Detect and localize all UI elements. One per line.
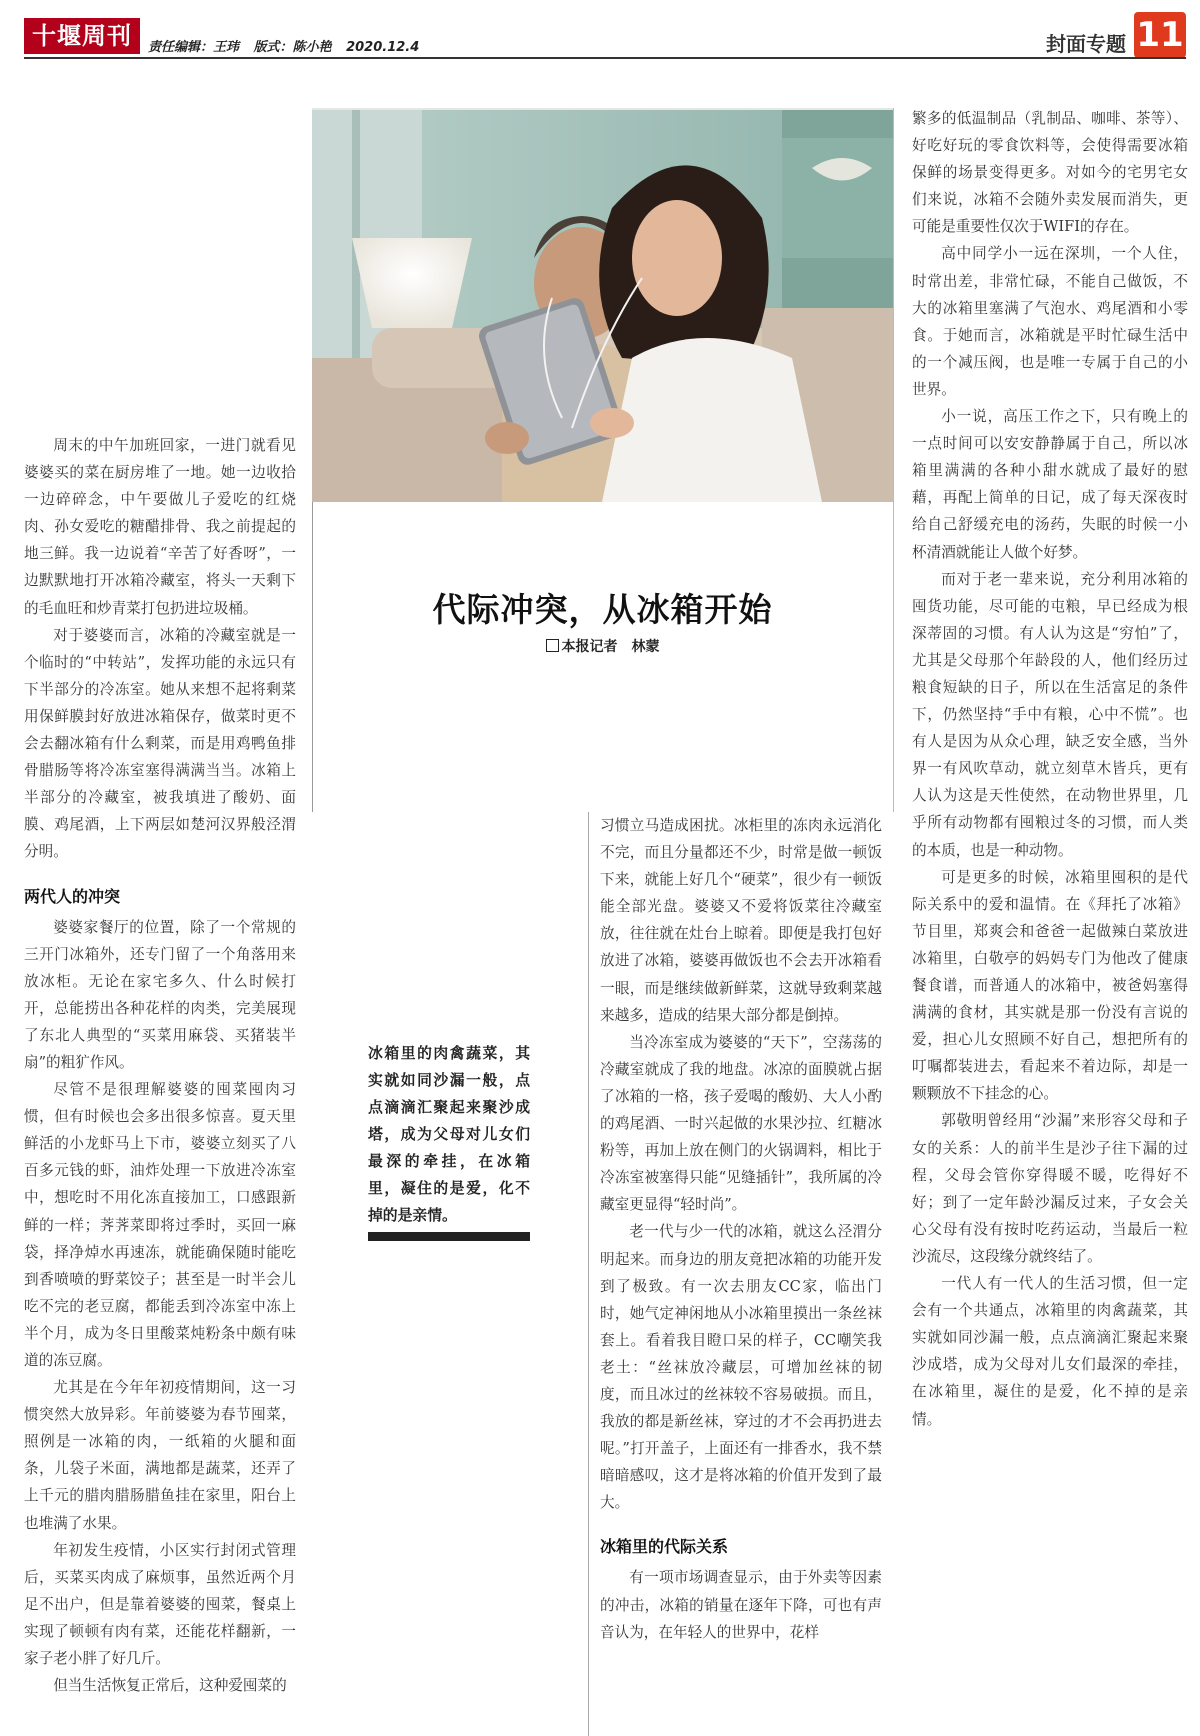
pull-quote: 冰箱里的肉禽蔬菜，其实就如同沙漏一般，点点滴滴汇聚起来聚沙成塔，成为父母对儿女们最深的牵挂，在冰箱里，凝住的是爱，化不掉的是亲情。 [368, 1045, 530, 1224]
title-box-right-rule [893, 108, 894, 812]
paragraph: 婆婆家餐厅的位置，除了一个常规的三开门冰箱外，还专门留了一个角落用来放冰柜。无论在家宅多久、什么时候打开，总能捞出各种花样的肉类，完美展现了东北人典型的“买菜用麻袋、买猪装半扇”的粗犷作风。 [24, 918, 296, 1071]
issue-date: 2020.12.4 [346, 40, 420, 55]
paragraph: 一代人有一代人的生活习惯，但一定会有一个共通点，冰箱里的肉禽蔬菜，其实就如同沙漏一般，点点滴滴汇聚起来聚沙成塔，成为父母对儿女们最深的牵挂，在冰箱里，凝住的是爱，化不掉的是亲情。 [912, 1275, 1188, 1428]
title-box-left-rule [312, 502, 313, 812]
page-header [0, 0, 1200, 70]
layout-credit: 版式：陈小艳 [253, 40, 332, 55]
editor-credits [148, 36, 429, 55]
paragraph: 可是更多的时候，冰箱里囤积的是代际关系中的爱和温情。在《拜托了冰箱》节目里，郑爽会和爸爸一起做辣白菜放进冰箱里，白敬亭的妈妈专门为他改了健康餐食谱，而普通人的冰箱中，被爸妈塞得满满的食材，其实就是那一份没有言说的爱，担心儿女照顾不好自己，想把所有的叮嘱都装进去，看起来不着边际，却是一颗颗放不下挂念的心。 [912, 868, 1188, 1103]
paragraph: 有一项市场调查显示，由于外卖等因素的冲击，冰箱的销量在逐年下降，可也有声音认为，在年轻人的世界中，花样 [600, 1569, 882, 1641]
section-heading: 冰箱里的代际关系 [600, 1537, 729, 1557]
page-number-badge: 11 [1134, 12, 1186, 58]
column-4 [912, 105, 1188, 1433]
paragraph: 而对于老一辈来说，充分利用冰箱的囤货功能，尽可能的屯粮，早已经成为根深蒂固的习惯。有人认为这是“穷怕”了，尤其是父母那个年龄段的人，他们经历过粮食短缺的日子，所以在生活富足的条件下，仍然坚持“手中有粮，心中不慌”。也有人是因为从众心理，缺乏安全感，当外界一有风吹草动，就立刻草木皆兵，更有人认为这是天性使然，在动物世界里，几乎所有动物都有囤粮过冬的习惯，而人类的本质，也是一种动物。 [912, 570, 1188, 859]
paragraph: 年初发生疫情，小区实行封闭式管理后，买菜买肉成了麻烦事，虽然近两个月足不出户，但是靠着婆婆的囤菜，餐桌上实现了顿顿有肉有菜，还能花样翻新，一家子老小胖了好几斤。 [24, 1541, 296, 1668]
paragraph: 但当生活恢复正常后，这种爱囤菜的 [53, 1677, 287, 1695]
paragraph: 习惯立马造成困扰。冰柜里的冻肉永远消化不完，而且分量都还不少，时常是做一顿饭下来，就能上好几个“硬菜”，很少有一顿饭能全部光盘。婆婆又不爱将饭菜往冷藏室放，往往就在灶台上晾着。即便是我打包好放进了冰箱，婆婆再做饭也不会去开冰箱看一眼，而是继续做新鲜菜，这就导致剩菜越来越多，造成的结果大部分都是倒掉。 [600, 817, 882, 1024]
paragraph: 繁多的低温制品（乳制品、咖啡、茶等）、好吃好玩的零食饮料等，会使得需要冰箱保鲜的场景变得更多。对如今的宅男宅女们来说，冰箱不会随外卖发展而消失，更可能是重要性仅次于WIFI的存在。 [912, 110, 1188, 236]
paragraph: 小一说，高压工作之下，只有晚上的一点时间可以安安静静属于自己，所以冰箱里满满的各种小甜水就成了最好的慰藉，再配上简单的日记，成了每天深夜时给自己舒缓充电的汤药，失眠的时候一小杯清酒就能让人做个好梦。 [912, 408, 1188, 561]
paragraph: 高中同学小一远在深圳，一个人住，时常出差，非常忙碌，不能自己做饭，不大的冰箱里塞满了气泡水、鸡尾酒和小零食。于她而言，冰箱就是平时忙碌生活中的一个减压阀，也是唯一专属于自己的小世界。 [912, 245, 1188, 398]
byline-text: 本报记者 林蒙 [561, 639, 660, 655]
pull-quote-bar [368, 1232, 530, 1241]
column-1 [24, 432, 296, 1699]
photo-frame [312, 108, 893, 502]
byline-box-icon [546, 639, 559, 652]
section-label: 封面专题 [1046, 32, 1126, 56]
editor-name: 责任编辑：王玮 [148, 40, 240, 55]
paragraph: 周末的中午加班回家，一进门就看见婆婆买的菜在厨房堆了一地。她一边收拾一边碎碎念，中午要做儿子爱吃的红烧肉、孙女爱吃的糖醋排骨、我之前提起的地三鲜。我一边说着“辛苦了好香呀”，一边默默地打开冰箱冷藏室，将头一天剩下的毛血旺和炒青菜打包扔进垃圾桶。 [24, 437, 296, 617]
section-heading: 两代人的冲突 [24, 886, 121, 906]
paragraph: 当冷冻室成为婆婆的“天下”，空荡荡的冷藏室就成了我的地盘。冰凉的面膜就占据了冰箱的一格，孩子爱喝的酸奶、大人小酌的鸡尾酒、一时兴起做的水果沙拉、红糖冰粉等，再加上放在侧门的火锅调料，相比于冷冻室被塞得只能“见缝插针”，我所属的冷藏室更显得“轻时尚”。 [600, 1033, 882, 1214]
paragraph: 尽管不是很理解婆婆的囤菜囤肉习惯，但有时候也会多出很多惊喜。夏天里鲜活的小龙虾马上下市，婆婆立刻买了八百多元钱的虾，油炸处理一下放进冷冻室中，想吃时不用化冻直接加工，口感跟新鲜的一样；荠荠菜即将过季时，买回一麻袋，择净焯水再速冻，就能确保随时能吃到香喷喷的野菜饺子；甚至是一时半会儿吃不完的老豆腐，都能丢到冷冻室中冻上半个月，成为冬日里酸菜炖粉条中颇有味道的冻豆腐。 [24, 1081, 296, 1369]
column-divider [588, 812, 589, 1736]
paragraph: 尤其是在今年年初疫情期间，这一习惯突然大放异彩。年前婆婆为春节囤菜，照例是一冰箱的肉，一纸箱的火腿和面条，儿袋子米面，满地都是蔬菜，还弄了上千元的腊肉腊肠腊鱼挂在家里，阳台上也堆满了水果。 [24, 1379, 296, 1532]
paragraph: 郭敬明曾经用“沙漏”来形容父母和子女的关系：人的前半生是沙子往下漏的过程，父母会管你穿得暖不暖，吃得好不好；到了一定年龄沙漏反过来，子女会关心父母有没有按时吃药运动，当最后一粒沙流尽，这段缘分就终结了。 [912, 1112, 1188, 1265]
article-title: 代际冲突，从冰箱开始 [432, 590, 773, 629]
column-3 [600, 812, 882, 1646]
byline [312, 636, 893, 656]
paragraph: 对于婆婆而言，冰箱的冷藏室就是一个临时的“中转站”，发挥功能的永远只有下半部分的冷冻室。她从来想不起将剩菜用保鲜膜封好放进冰箱保存，做菜时更不会去翻冰箱有什么剩菜，而是用鸡鸭鱼排骨腊肠等将冷冻室塞得满满当当。冰箱上半部分的冷藏室，被我填进了酸奶、面膜、鸡尾酒，上下两层如楚河汉界般泾渭分明。 [24, 626, 296, 861]
masthead-logo: 十堰周刊 [24, 18, 140, 54]
paragraph: 老一代与少一代的冰箱，就这么泾渭分明起来。而身边的朋友竟把冰箱的功能开发到了极致。有一次去朋友CC家，临出门时，她气定神闲地从小冰箱里摸出一条丝袜套上。看着我目瞪口呆的样子，CC嘲笑我老土：“丝袜放冷藏层，可增加丝袜的韧度，而且冰过的丝袜较不容易破损。而且，我放的都是新丝袜，穿过的才不会再扔进去呢。”打开盖子，上面还有一排香水，我不禁暗暗感叹，这才是将冰箱的价值开发到了最大。 [600, 1223, 882, 1512]
header-divider [24, 57, 1186, 59]
